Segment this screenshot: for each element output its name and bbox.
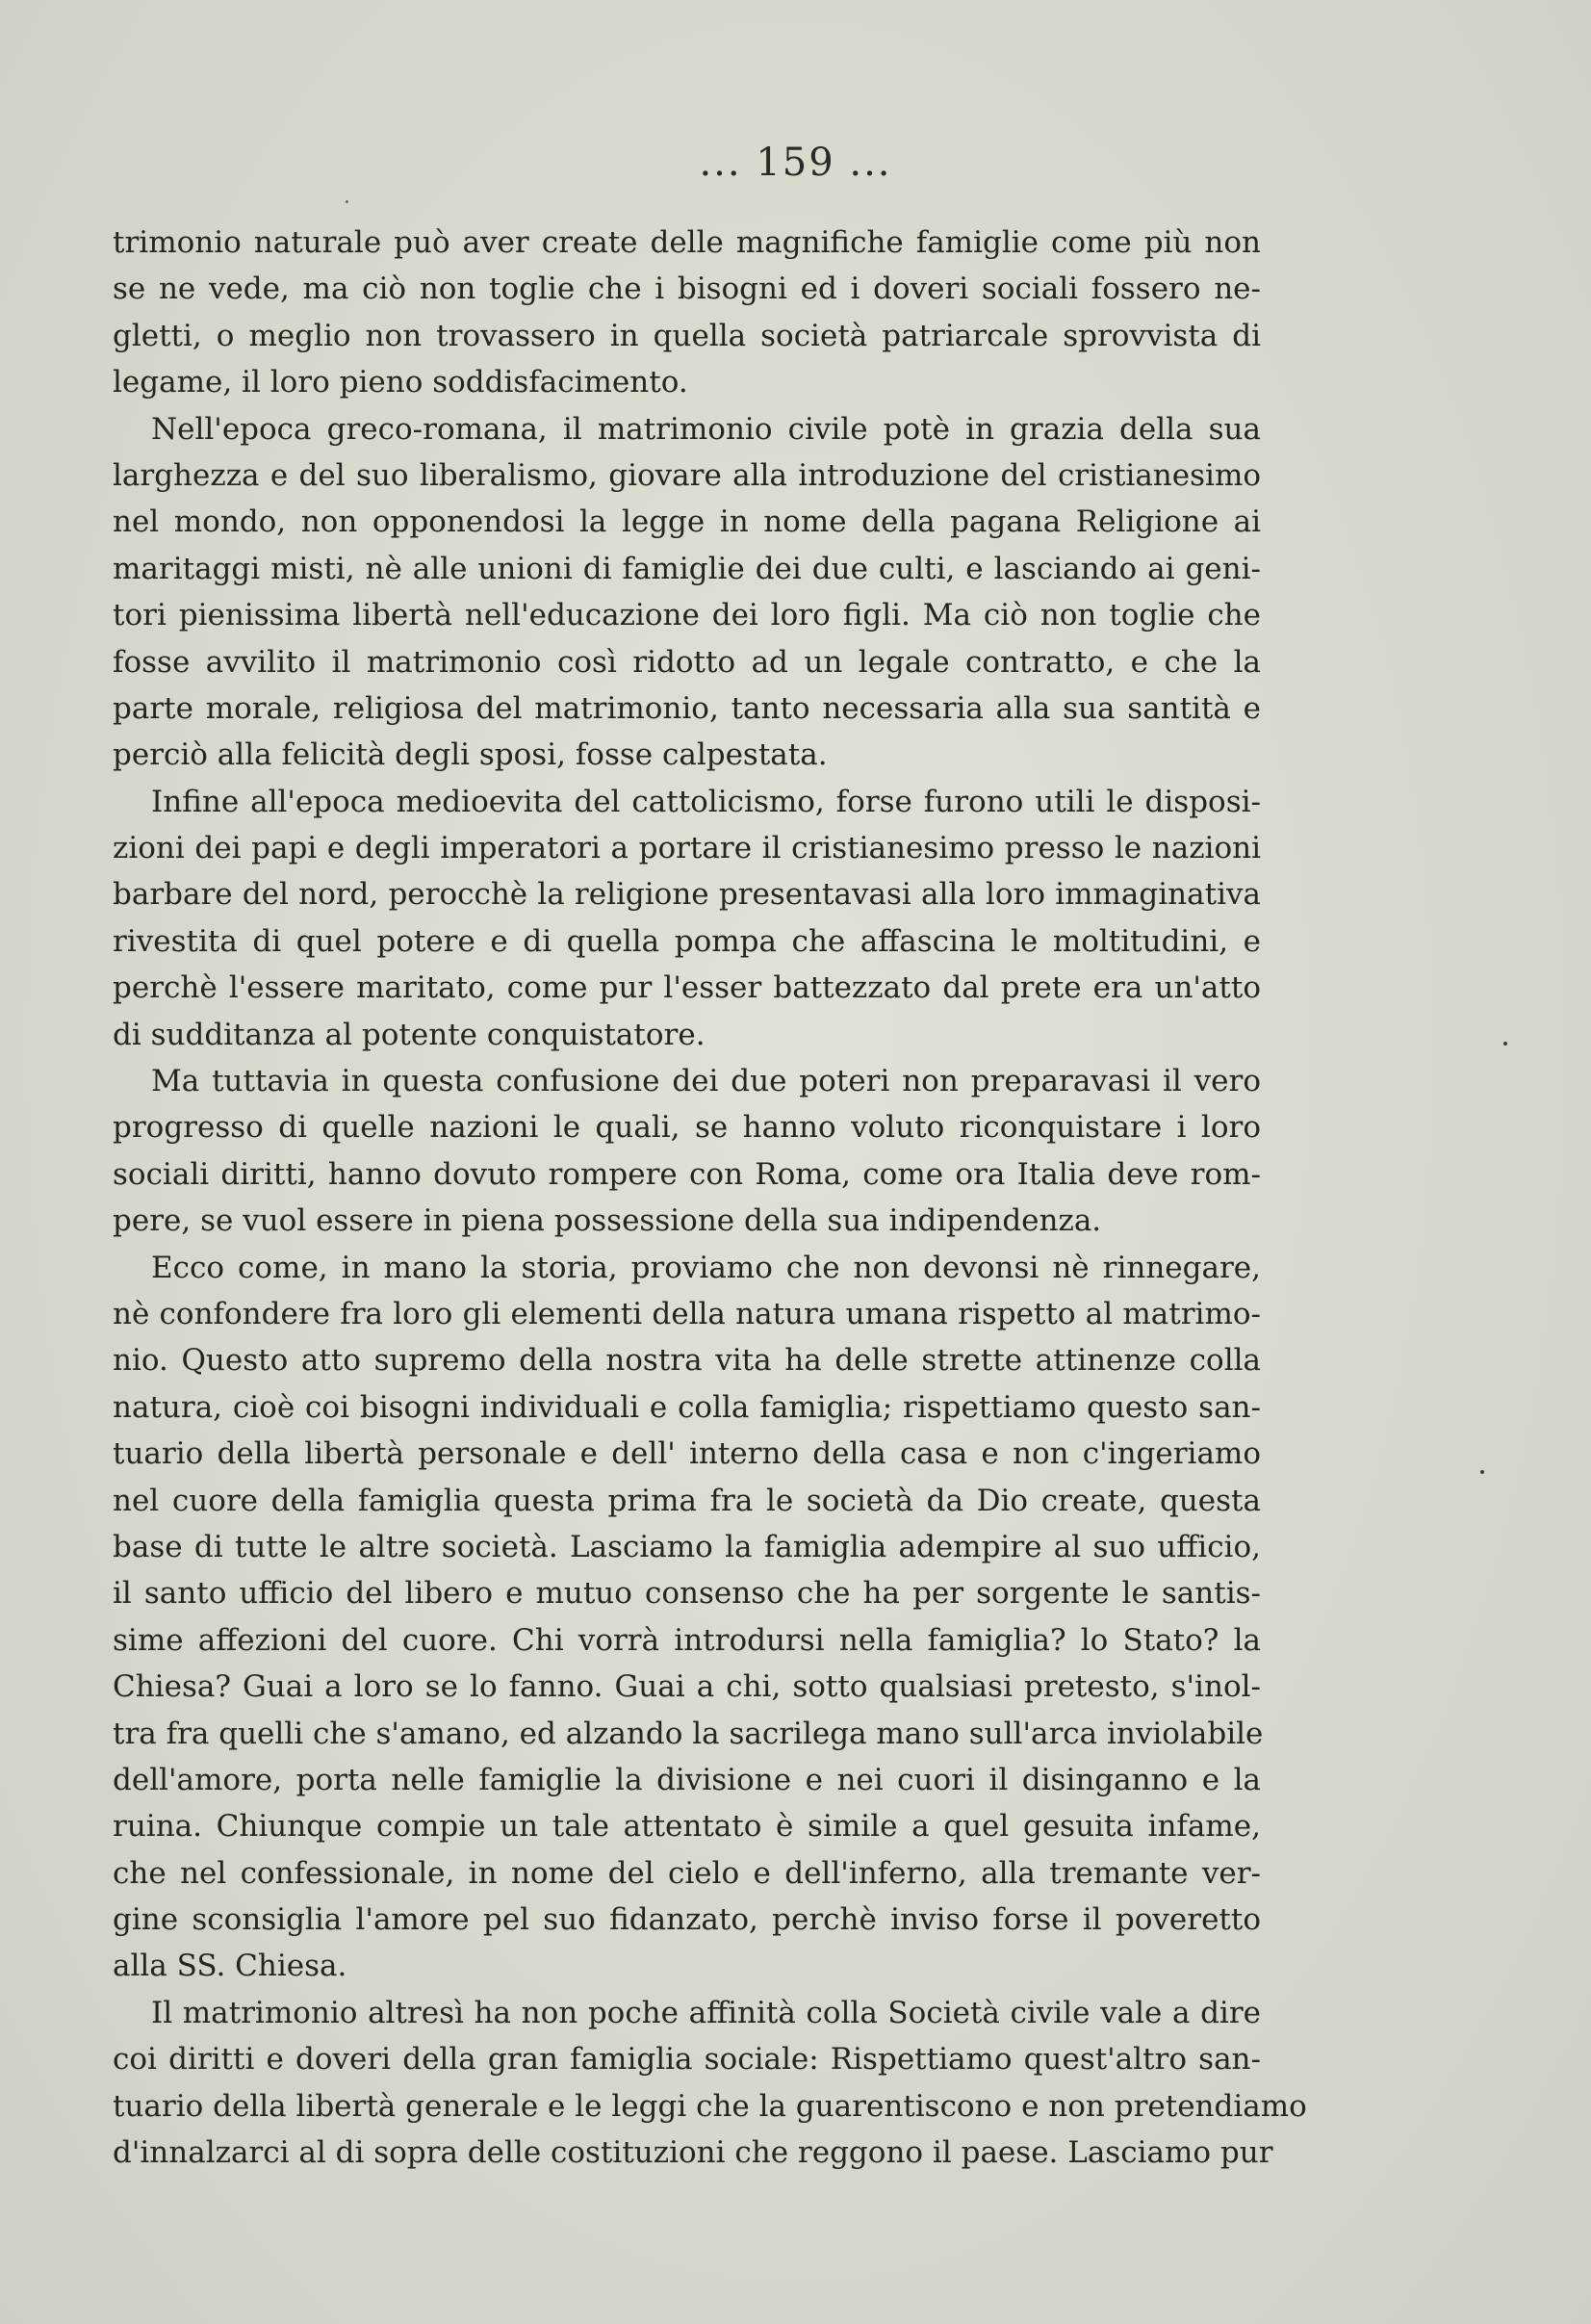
text-line: gletti, o meglio non trovassero in quella società patriarcale sprovvista di — [113, 318, 1261, 353]
text-line: se ne vede, ma ciò non toglie che i bisogni ed i doveri sociali fossero ne- — [113, 271, 1261, 307]
text-line: Ma tuttavia in questa confusione dei due poteri non preparavasi il vero — [151, 1064, 1261, 1099]
body-text — [113, 219, 1307, 2176]
text-line: Chiesa? Guai a loro se lo fanno. Guai a chi, sotto qualsiasi pretesto, s'inol- — [113, 1669, 1261, 1705]
text-line: il santo ufficio del libero e mutuo consenso che ha per sorgente le santis- — [113, 1576, 1261, 1612]
text-line: tuario della libertà personale e dell' interno della casa e non c'ingeriamo — [113, 1436, 1261, 1472]
text-line: d'innalzarci al di sopra delle costituzioni che reggono il paese. Lasciamo pur — [113, 2135, 1273, 2171]
text-line: tra fra quelli che s'amano, ed alzando la sacrilega mano sull'arca inviolabile — [113, 1716, 1264, 1751]
text-line: nio. Questo atto supremo della nostra vita ha delle strette attinenze colla — [113, 1343, 1261, 1379]
text-line: rivestita di quel potere e di quella pompa che affascina le moltitudini, e — [113, 923, 1261, 959]
text-line: perciò alla felicità degli sposi, fosse calpestata. — [113, 737, 828, 773]
text-line: gine sconsiglia l'amore pel suo fidanzato, perchè inviso forse il poveretto — [113, 1902, 1261, 1938]
text-line: sime affezioni del cuore. Chi vorrà introdursi nella famiglia? lo Stato? la — [113, 1622, 1261, 1658]
text-line: pere, se vuol essere in piena possessione della sua indipendenza. — [113, 1203, 1102, 1239]
paper-speck — [346, 200, 348, 203]
text-line: natura, cioè coi bisogni individuali e colla famiglia; rispettiamo questo san- — [113, 1389, 1261, 1425]
text-line: Nell'epoca greco-romana, il matrimonio civile potè in grazia della sua — [151, 411, 1261, 447]
text-line: larghezza e del suo liberalismo, giovare alla introduzione del cristianesimo — [113, 457, 1261, 493]
text-line: tori pienissima libertà nell'educazione dei loro figli. Ma ciò non toglie che — [113, 598, 1261, 633]
text-line: tuario della libertà generale e le leggi che la guarentiscono e non pretendiamo — [113, 2088, 1307, 2124]
text-line: barbare del nord, perocchè la religione presentavasi alla loro immaginativa — [113, 877, 1261, 913]
text-line: che nel confessionale, in nome del cielo e dell'inferno, alla tremante ver- — [113, 1855, 1261, 1891]
text-line: Il matrimonio altresì ha non poche affinità colla Società civile vale a dire — [151, 1995, 1261, 2030]
text-line: sociali diritti, hanno dovuto rompere con Roma, come ora Italia deve rom- — [113, 1156, 1261, 1192]
paper-speck — [1503, 1042, 1507, 1046]
text-line: perchè l'essere maritato, come pur l'esser battezzato dal prete era un'atto — [113, 970, 1261, 1006]
text-line: nel cuore della famiglia questa prima fra le società da Dio create, questa — [113, 1483, 1261, 1518]
page-number: ... 159 ... — [699, 141, 892, 185]
text-line: zioni dei papi e degli imperatori a portare il cristianesimo presso le nazioni — [113, 831, 1261, 866]
text-line: nè confondere fra loro gli elementi della natura umana rispetto al matrimo- — [113, 1296, 1261, 1331]
paper-speck — [1480, 1470, 1484, 1474]
text-line: maritaggi misti, nè alle unioni di famiglie dei due culti, e lasciando ai geni- — [113, 551, 1261, 586]
text-line: dell'amore, porta nelle famiglie la divisione e nei cuori il disinganno e la — [113, 1762, 1261, 1797]
text-line: fosse avvilito il matrimonio così ridotto ad un legale contratto, e che la — [113, 644, 1261, 680]
text-line: nel mondo, non opponendosi la legge in nome della pagana Religione ai — [113, 504, 1261, 540]
text-line: di sudditanza al potente conquistatore. — [113, 1017, 706, 1052]
text-line: ruina. Chiunque compie un tale attentato è simile a quel gesuita infame, — [113, 1809, 1261, 1845]
text-line: base di tutte le altre società. Lasciamo la famiglia adempire al suo ufficio, — [113, 1529, 1261, 1564]
text-line: progresso di quelle nazioni le quali, se hanno voluto riconquistare i loro — [113, 1110, 1261, 1146]
text-line: Ecco come, in mano la storia, proviamo che non devonsi nè rinnegare, — [151, 1250, 1261, 1285]
text-line: parte morale, religiosa del matrimonio, tanto necessaria alla sua santità e — [113, 690, 1261, 726]
text-line: legame, il loro pieno soddisfacimento. — [113, 365, 688, 400]
text-line: Infine all'epoca medioevita del cattolicismo, forse furono utili le disposi- — [151, 784, 1261, 819]
text-line: trimonio naturale può aver create delle magnifiche famiglie come più non — [113, 225, 1261, 260]
text-line: alla SS. Chiesa. — [113, 1949, 347, 1984]
text-line: coi diritti e doveri della gran famiglia sociale: Rispettiamo quest'altro san- — [113, 2042, 1261, 2078]
